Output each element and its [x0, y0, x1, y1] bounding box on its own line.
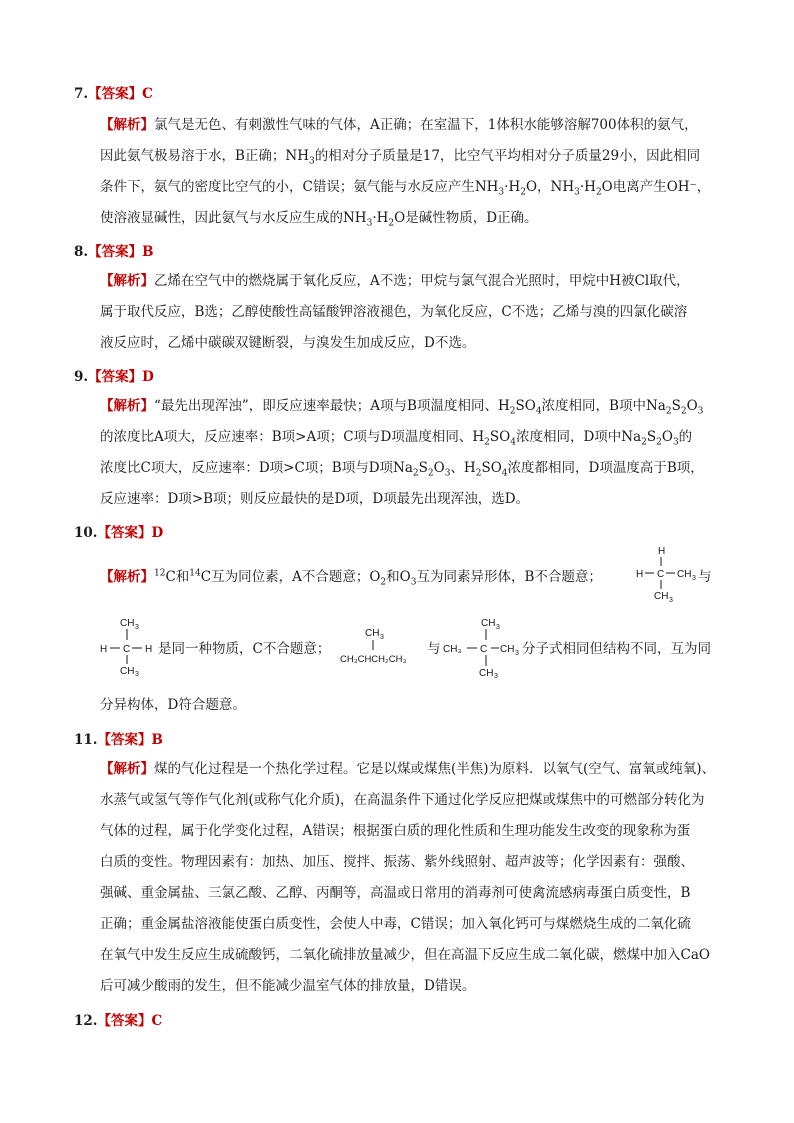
analysis-9-line-1: 【解析】“最先出现浑浊”，即反应速率最快；A项与B项温度相同、$H_2SO_4$浓度相同，B项中$Na_2S_2O_3$: [100, 398, 704, 417]
svg-text:3: 3: [496, 624, 500, 631]
svg-text:CH: CH: [479, 668, 494, 678]
answer-7: [74, 82, 153, 102]
answer-11: 11.【答案】B: [74, 732, 163, 748]
svg-text:3: 3: [135, 671, 139, 676]
svg-text:C: C: [480, 644, 488, 655]
analysis-11-line-8: 后可减少酸雨的发生，但不能减少温室气体的排放量，D错误。: [100, 978, 476, 994]
analysis-7-line-4: 使溶液显碱性，因此氨气与水反应生成的$NH_3\cdot H_2O$是碱性物质，D正确。: [100, 210, 538, 229]
svg-text:CH: CH: [365, 628, 380, 639]
svg-text:CH: CH: [677, 569, 692, 580]
svg-text:H: H: [100, 644, 108, 655]
analysis-11-line-1: 【解析】煤的气化过程是一个热化学过程。它是以煤或煤焦(半焦)为原料．以氧气(空气、富氧或纯氧)、: [100, 761, 716, 777]
answer-letter: C: [142, 86, 153, 102]
svg-text:CH: CH: [120, 618, 135, 629]
svg-text:CH: CH: [654, 591, 669, 602]
svg-text:H: H: [658, 546, 666, 557]
analysis-8-line-1: 【解析】乙烯在空气中的燃烧属于氧化反应，A不选；甲烷与氯气混合光照时，甲烷中H被Cl取代，: [100, 273, 690, 289]
answer-10: 10.【答案】D: [74, 525, 164, 541]
structural-formula-3: [340, 626, 426, 666]
structural-formula-4: [443, 616, 521, 678]
analysis-11-line-5: 强碱、重金属盐、三氯乙酸、乙醇、丙酮等，高温或日常用的消毒剂可使禽流感病毒蛋白质变性，B: [100, 885, 691, 901]
analysis-tag: 【解析】: [100, 117, 154, 133]
analysis-11-line-7: 在氧气中发生反应生成硫酸钙，二氧化硫排放量减少，但在高温下反应生成二氧化碳，燃煤中加入CaO: [100, 947, 710, 963]
analysis-8-line-3: 液反应时，乙烯中碳碳双键断裂，与溴发生加成反应，D不选。: [100, 335, 476, 351]
analysis-11-line-2: 水蒸气或氢气等作气化剂(或称气化介质)，在高温条件下通过化学反应把煤或煤焦中的可燃部分转化为: [100, 792, 705, 808]
analysis-10-yu-2: 与: [427, 641, 441, 657]
answer-8: 8.【答案】B: [74, 244, 154, 260]
analysis-7-line-1: 【解析】氯气是无色、有刺激性气味的气体，A正确；在室温下，1体积水能够溶解700体积的氨气，: [100, 117, 698, 133]
svg-text:CH: CH: [500, 644, 515, 655]
analysis-7-line-3: 条件下，氨气的密度比空气的小，C错误；氨气能与水反应产生$NH_3\cdot H_2O$，$NH_3\cdot H_2O$电离产生OH⁻，: [100, 179, 711, 198]
question-number: 7.: [74, 86, 89, 102]
analysis-10-line-2c: 分子式相同但结构不同，互为同: [522, 641, 711, 657]
analysis-10-line-1: 【解析】$^{12}$C和$^{14}$C互为同位素，A不合题意；$O_2$和$O_3$互为同素异形体，B不合题意；: [100, 568, 602, 588]
analysis-8-line-2: 属于取代反应，B选；乙醇使酸性高锰酸钾溶液褪色，为氧化反应，C不选；乙烯与溴的四氯化碳溶: [100, 304, 688, 320]
analysis-9-line-2: 的浓度比A项大，反应速率：B项>A项；C项与D项温度相同、$H_2SO_4$浓度相同，D项中$Na_2S_2O_3$的: [100, 429, 693, 448]
analysis-11-line-6: 正确；重金属盐溶液能使蛋白质变性，会使人中毒，C错误；加入氧化钙可与煤燃烧生成的二氧化硫: [100, 916, 691, 932]
svg-text:CH: CH: [120, 666, 135, 676]
analysis-11-line-4: 白质的变性。物理因素有：加热、加压、搅拌、振荡、紫外线照射、超声波等；化学因素有：强酸、: [100, 854, 694, 870]
svg-text:3: 3: [135, 624, 139, 631]
svg-text:C: C: [657, 569, 665, 580]
analysis-10-line-2a: 是同一种物质，C不合题意；: [158, 641, 331, 657]
svg-text:3: 3: [380, 634, 384, 641]
svg-text:CH₃CHCH₂CH₃: CH₃CHCH₂CH₃: [340, 654, 407, 665]
svg-text:H: H: [636, 569, 644, 580]
svg-text:3: 3: [669, 597, 673, 602]
answer-tag: 【答案】: [88, 86, 143, 102]
answer-9: 9.【答案】D: [74, 369, 154, 385]
svg-text:3: 3: [692, 575, 696, 582]
analysis-11-line-3: 气体的过程，属于化学变化过程，A错误；根据蛋白质的理化性质和生理功能发生改变的现象称为蛋: [100, 823, 691, 839]
svg-text:C: C: [123, 644, 131, 655]
svg-text:CH₃: CH₃: [443, 644, 462, 655]
analysis-10-line-3: 分异构体，D符合题意。: [100, 697, 246, 713]
analysis-10-yu-1: 与: [698, 569, 712, 585]
analysis-7-line-2: 因此氨气极易溶于水，B正确；$NH_3$的相对分子质量是17，比空气平均相对分子质量29小，因此相同: [100, 148, 701, 167]
analysis-9-line-3: 浓度比C项大，反应速率：D项>C项；B项与D项$Na_2S_2O_3$、$H_2SO_4$浓度都相同，D项温度高于B项，: [100, 460, 704, 479]
svg-text:3: 3: [494, 673, 498, 678]
analysis-9-line-4: 反应速率：D项>B项；则反应最快的是D项，D项最先出现浑浊，选D。: [100, 491, 530, 507]
svg-text:3: 3: [515, 650, 519, 657]
answer-12: 12.【答案】C: [74, 1013, 163, 1029]
svg-text:CH: CH: [481, 618, 496, 629]
structural-formula-2: [100, 616, 158, 676]
svg-text:H: H: [145, 644, 153, 655]
